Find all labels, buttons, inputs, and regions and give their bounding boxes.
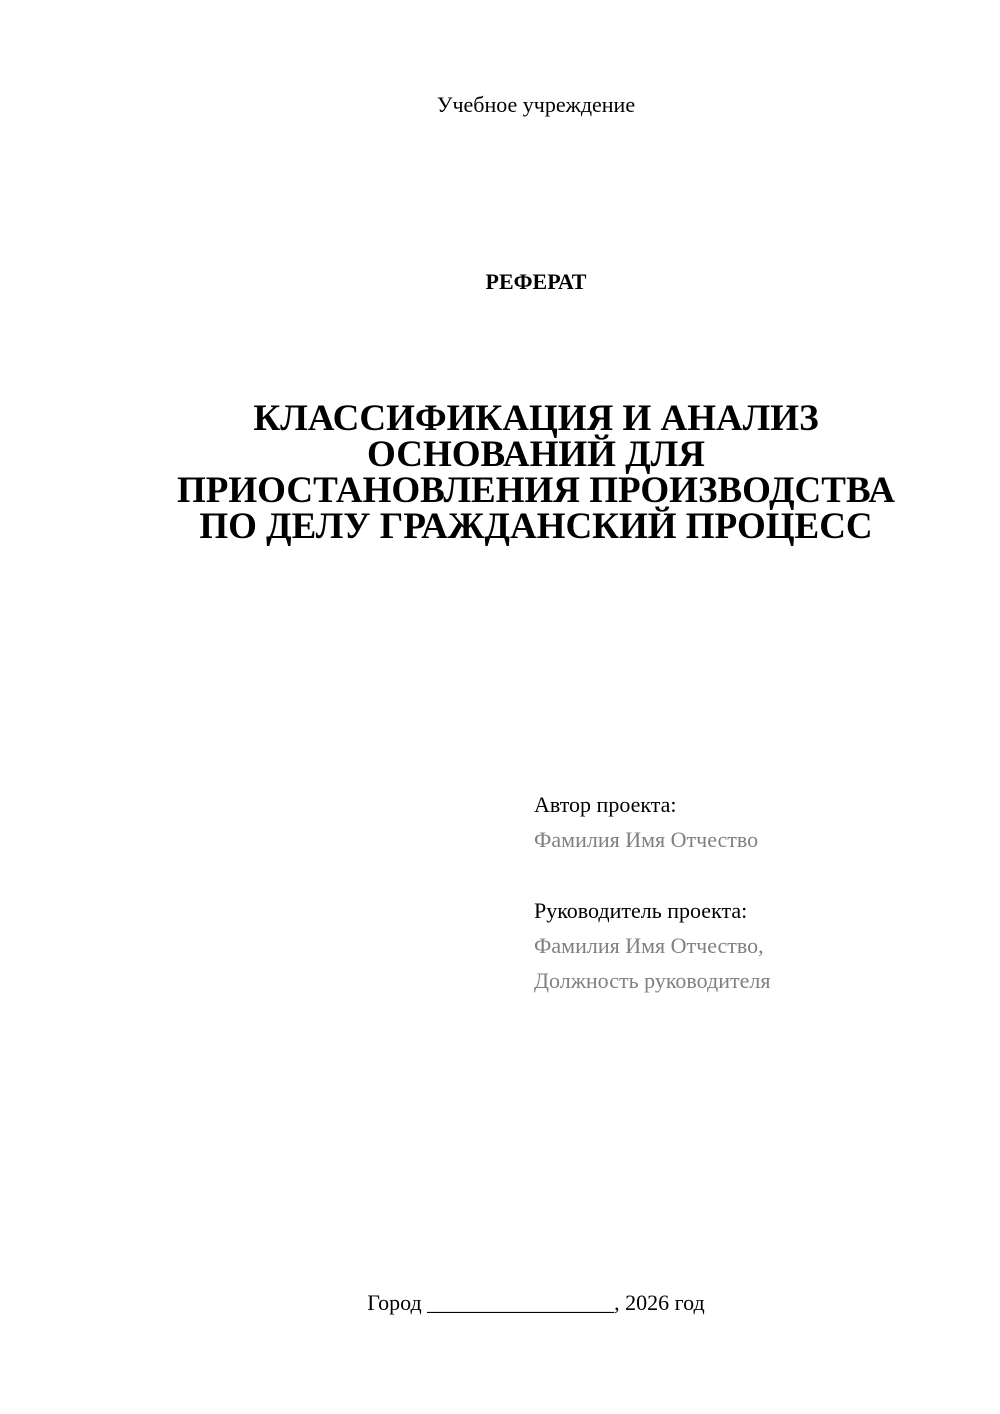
title-line: ОСНОВАНИЙ ДЛЯ — [367, 434, 705, 475]
supervisor-block — [534, 893, 770, 998]
author-block — [534, 787, 758, 857]
author-name: Фамилия Имя Отчество — [534, 827, 759, 852]
city-year-footer: Город _________________, 2026 год — [367, 1290, 705, 1315]
title-line: ПО ДЕЛУ ГРАЖДАНСКИЙ ПРОЦЕСС — [199, 506, 873, 547]
supervisor-position: Должность руководителя — [534, 968, 771, 993]
supervisor-name: Фамилия Имя Отчество, — [534, 933, 764, 958]
title-line: ПРИОСТАНОВЛЕНИЯ ПРОИЗВОДСТВА — [176, 470, 896, 511]
supervisor-label: Руководитель проекта: — [534, 898, 748, 923]
document-type: РЕФЕРАТ — [485, 269, 587, 294]
document-title — [120, 398, 952, 547]
institution-name: Учебное учреждение — [436, 92, 636, 117]
title-line: КЛАССИФИКАЦИЯ И АНАЛИЗ — [253, 398, 819, 439]
author-label: Автор проекта: — [534, 792, 677, 817]
